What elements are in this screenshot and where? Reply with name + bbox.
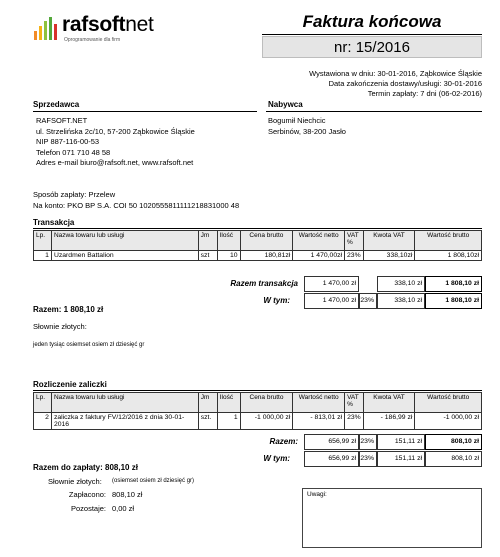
seller-phone: Telefon 071 710 48 58 [36,147,111,157]
buyer-name: Bogumił Niechcic [268,116,326,125]
col-price: Cena brutto [240,393,293,413]
col-net: Wartość netto [293,231,345,251]
col-gross: Wartość brutto [415,231,482,251]
payment-info [33,190,239,211]
row-net: 1 470,00zł [293,251,345,261]
logo-icon [33,15,59,41]
row-vat-amount: - 186,99 zł [363,413,415,430]
of-which-vat-amount: 338,10 zł [377,293,425,309]
col-price: Cena brutto [240,231,293,251]
to-pay-total: Razem do zapłaty: 808,10 zł [33,463,138,472]
seller-name: RAFSOFT.NET [36,116,88,125]
col-lp: Lp. [34,393,52,413]
col-vat: VAT % [345,231,364,251]
col-name: Nazwa towaru lub usługi [51,393,198,413]
transaction-total-label: Razem transakcja [230,279,298,288]
row-net: - 813,01 zł [293,413,345,430]
row-price: -1 000,00 zł [240,413,293,430]
advances-of-which-gross: 808,10 zł [425,451,482,467]
row-price: 180,81zł [240,251,293,261]
invoice-number: nr: 15/2016 [262,36,482,58]
row-gross: -1 000,00 zł [415,413,482,430]
col-unit: Jm [198,393,217,413]
advances-total-net: 656,99 zł [304,434,359,450]
logo [62,13,154,37]
issue-date: Wystawiona w dniu: 30-01-2016, Ząbkowice Śląskie [309,69,482,78]
col-unit: Jm [198,231,217,251]
transaction-total-gross: 1 808,10 zł [425,276,482,292]
table-row [34,251,482,261]
row-lp: 2 [34,413,52,430]
row-vat-amount: 338,10zł [363,251,415,261]
advances-total-vat: 23% [359,434,377,450]
transaction-total-net: 1 470,00 zł [304,276,359,292]
row-gross: 1 808,10zł [415,251,482,261]
summary-words: jeden tysiąc osiemset osiem zł dziesięć gr [33,342,145,348]
col-qty: Ilość [217,393,240,413]
of-which-net: 1 470,00 zł [304,293,359,309]
notes-label: Uwagi: [307,491,327,498]
invoice-dates [230,69,482,99]
col-net: Wartość netto [293,393,345,413]
buyer-heading: Nabywca [268,100,303,109]
logo-name-suffix: net [125,13,154,36]
col-vat-amount: Kwota VAT [363,393,415,413]
remaining-label: Pozostaje: [70,504,106,513]
table-header [34,231,482,251]
buyer-divider [266,111,482,112]
buyer-address: Serbinów, 38-200 Jasło [268,126,346,136]
col-vat: VAT % [345,393,364,413]
title-divider [262,34,482,35]
notes-box [302,488,482,548]
advances-heading: Rozliczenie zaliczki [33,380,107,389]
seller-divider [33,111,257,112]
summary-total: Razem: 1 808,10 zł [33,305,104,314]
transaction-divider [33,228,482,229]
advances-total-vat-amount: 151,11 zł [377,434,425,450]
advances-of-which-vat: 23% [359,451,377,467]
col-vat-amount: Kwota VAT [363,231,415,251]
advances-of-which-vat-amount: 151,11 zł [377,451,425,467]
seller-address: ul. Strzelińska 2c/10, 57-200 Ząbkowice Śląskie [36,126,195,136]
row-qty: 1 [217,413,240,430]
row-vat: 23% [345,413,364,430]
advances-table [33,392,482,430]
row-vat: 23% [345,251,364,261]
seller-heading: Sprzedawca [33,100,80,109]
delivery-date: Data zakończenia dostawy/usługi: 30-01-2016 [328,79,482,88]
col-gross: Wartość brutto [415,393,482,413]
advances-total-gross: 808,10 zł [425,434,482,450]
remaining-amount: 0,00 zł [112,504,135,513]
row-unit: szt [198,251,217,261]
col-qty: Ilość [217,231,240,251]
transaction-heading: Transakcja [33,218,75,227]
invoice-title: Faktura końcowa [302,12,442,31]
row-lp: 1 [34,251,52,261]
seller-email: Adres e-mail biuro@rafsoft.net, www.rafsoft.net [36,158,194,167]
col-name: Nazwa towaru lub usługi [51,231,198,251]
transaction-total-vat: 338,10 zł [377,276,425,292]
payment-method: Sposób zapłaty: Przelew [33,190,116,199]
buyer-details [268,116,346,137]
row-unit: szt. [198,413,217,430]
advances-of-which-label: W tym: [263,454,290,463]
seller-details [36,116,195,169]
due-date: Termin zapłaty: 7 dni (06-02-2016) [367,89,482,98]
advances-divider [33,390,482,391]
row-name: zaliczka z faktury FV/12/2016 z dnia 30-01-2016 [51,413,198,430]
of-which-vat: 23% [359,293,377,309]
seller-nip: NIP 887-116-00-53 [36,137,100,146]
to-pay-words-label: Słownie złotych: [48,477,102,486]
advances-of-which-net: 656,99 zł [304,451,359,467]
logo-name: rafsoft [62,13,126,36]
advances-total-label: Razem: [269,437,298,446]
transaction-of-which-label: W tym: [263,296,290,305]
table-row [34,413,482,430]
of-which-gross: 1 808,10 zł [425,293,482,309]
bank-account: Na konto: PKO BP S.A. COI 50 1020555811111218831000 48 [33,200,240,210]
to-pay-words: (osiemset osiem zł dziesięć gr) [112,478,195,484]
summary-words-label: Słownie złotych: [33,322,87,331]
col-lp: Lp. [34,231,52,251]
row-name: Uzardmen Battalion [51,251,198,261]
transaction-table [33,230,482,261]
row-qty: 10 [217,251,240,261]
table-header [34,393,482,413]
paid-amount: 808,10 zł [112,490,143,499]
logo-subtitle: Oprogramowanie dla firm [64,37,121,43]
paid-label: Zapłacono: [68,490,106,499]
